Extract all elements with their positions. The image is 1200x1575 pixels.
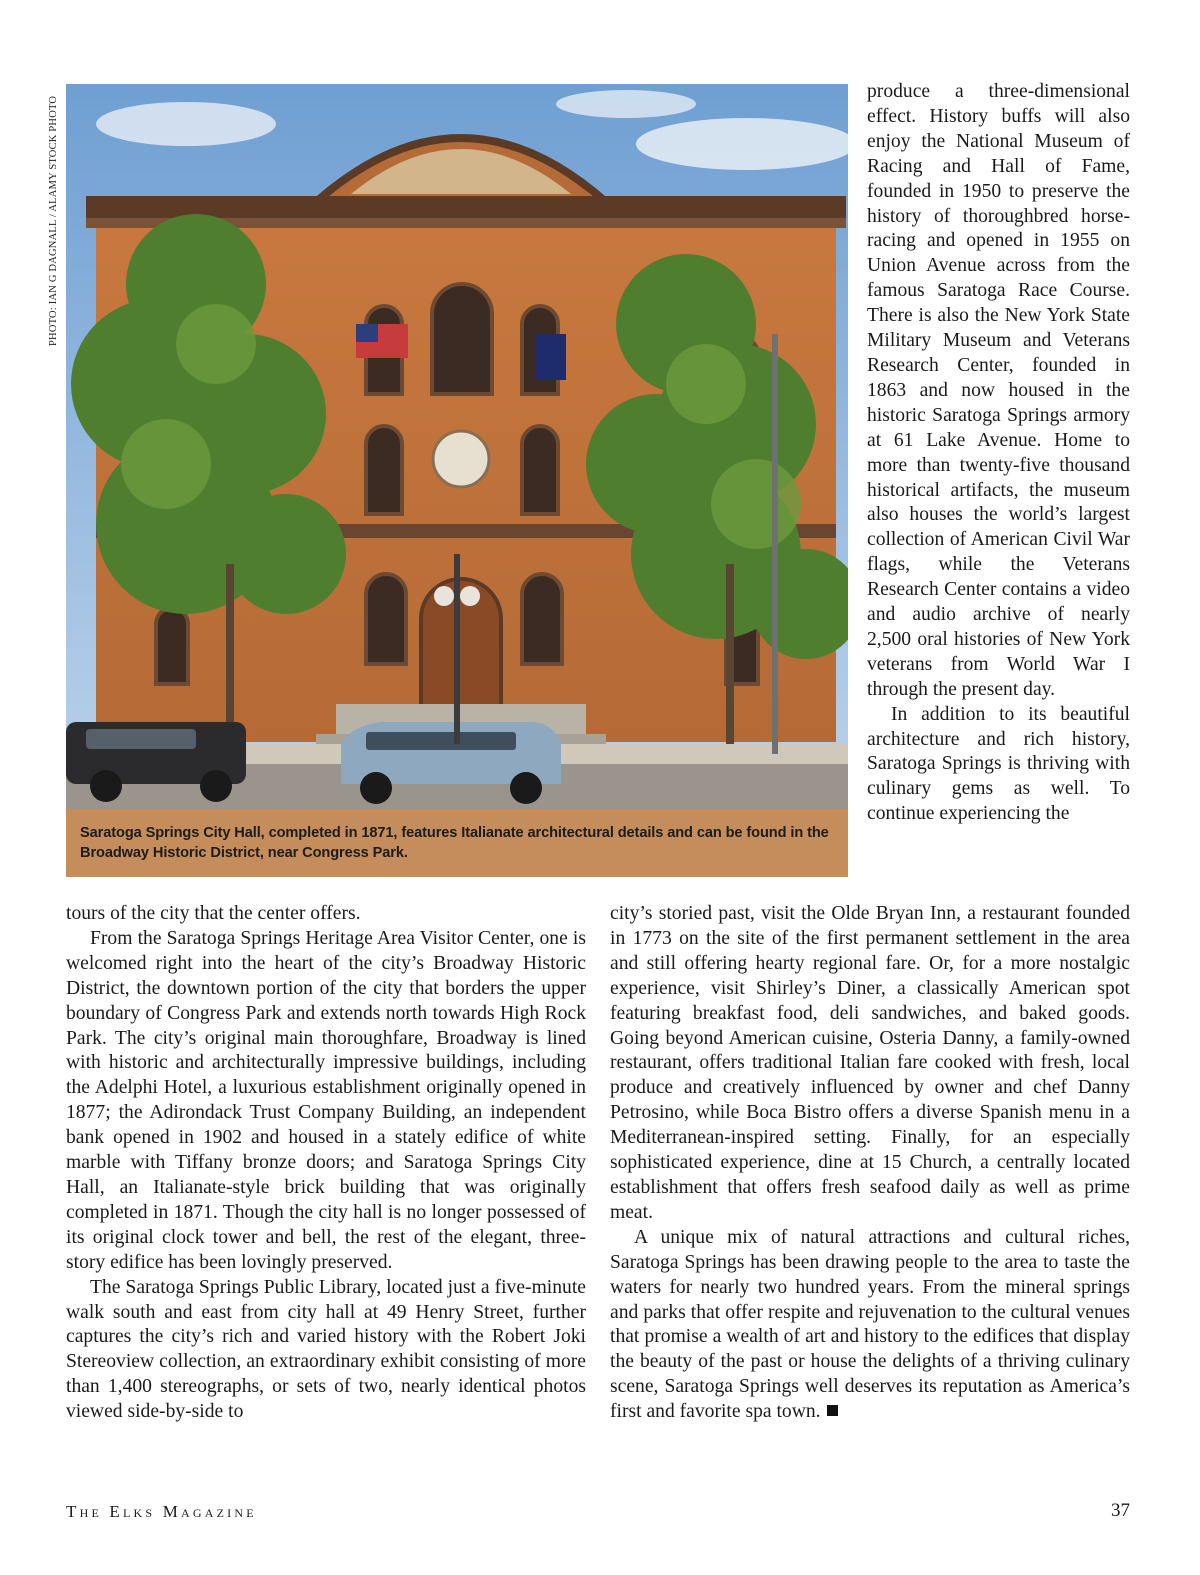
photo-credit: PHOTO: IAN G DAGNALL / ALAMY STOCK PHOTO bbox=[48, 95, 59, 346]
photo-caption: Saratoga Springs City Hall, completed in 1871, features Italianate architectural details and can be found in the Broadway Historic District, near Congress Park. bbox=[66, 809, 848, 877]
column-left bbox=[66, 902, 586, 1425]
paragraph: In addition to its beautiful architecture and rich history, Saratoga Springs is thriving with culinary gems as well. To continue experiencing the bbox=[867, 703, 1130, 825]
paragraph: produce a three-dimensional effect. History buffs will also enjoy the National Museum of Racing and Hall of Fame, founded in 1950 to preserve the history of thoroughbred horse-racing and opened in 1955 on Union Avenue across from the famous Saratoga Race Course. There is also the New York State Military Museum and Veterans Research Center, founded in 1863 and now housed in the historic Saratoga Springs armory at 61 Lake Avenue. Home to more than twenty-five thousand historical artifacts, the museum also houses the world’s largest collection of American Civil War flags, while the Veterans Research Center contains a video and audio archive of nearly 2,500 oral histories of New York veterans from World War I through the present day. bbox=[867, 81, 1130, 700]
column-top bbox=[867, 80, 1130, 827]
paragraph: From the Saratoga Springs Heritage Area Visitor Center, one is welcomed right into the heart of the city’s Broadway Historic District, the downtown portion of the city that borders the upper boundary of Congress Park and extends north towards High Rock Park. The city’s original main thoroughfare, Broadway is lined with historic and architecturally impressive buildings, including the Adelphi Hotel, a luxurious establishment originally opened in 1877; the Adirondack Trust Company Building, an independent bank opened in 1902 and housed in a stately edifice of white marble with Tiffany bronze doors; and Saratoga Springs City Hall, an Italianate-style brick building that was originally completed in 1871. Though the city hall is no longer possessed of its original clock tower and bell, the rest of the elegant, three-story edifice has been lovingly preserved. bbox=[66, 927, 586, 1273]
paragraph: The Saratoga Springs Public Library, located just a five-minute walk south and east from city hall at 49 Henry Street, further captures the city’s rich and varied history with the Robert Joki Stereoview collection, an extraordinary exhibit consisting of more than 1,400 stereographs, or sets of two, nearly identical photos viewed side-by-side to bbox=[66, 1276, 586, 1423]
page-number: 37 bbox=[1111, 1500, 1130, 1521]
paragraph: city’s storied past, visit the Olde Bryan Inn, a restaurant founded in 1773 on the site of the first permanent settlement in the area and still offering hearty regional fare. Or, for a more nostalgic experience, visit Shirley’s Diner, a classically American spot featuring breakfast food, deli sandwiches, and baked goods. Going beyond American cuisine, Osteria Danny, a family-owned restaurant, offers traditional Italian fare cooked with fresh, local produce and creatively influenced by owner and chef Danny Petrosino, while Boca Bistro offers a diverse Spanish menu in a Mediterranean-inspired setting. Finally, for an especially sophisticated experience, dine at 15 Church, a centrally located establishment that offers fresh seafood daily as well as prime meat. bbox=[610, 903, 1130, 1223]
column-right bbox=[610, 902, 1130, 1425]
city-hall-photo bbox=[66, 84, 848, 809]
end-mark-icon bbox=[827, 1405, 838, 1416]
paragraph-text: A unique mix of natural attractions and cultural riches, Saratoga Springs has been drawing people to the area to taste the waters for nearly two hundred years. From the mineral springs and parks that offer respite and rejuvenation to the cultural venues that promise a wealth of art and history to the edifices that display the beauty of the past or house the delights of a thriving culinary scene, Saratoga Springs well deserves its reputation as America’s first and favorite spa town. bbox=[610, 1226, 1130, 1423]
magazine-name: The Elks Magazine bbox=[66, 1502, 257, 1521]
paragraph bbox=[610, 1226, 1130, 1425]
paragraph: tours of the city that the center offers. bbox=[66, 903, 361, 924]
